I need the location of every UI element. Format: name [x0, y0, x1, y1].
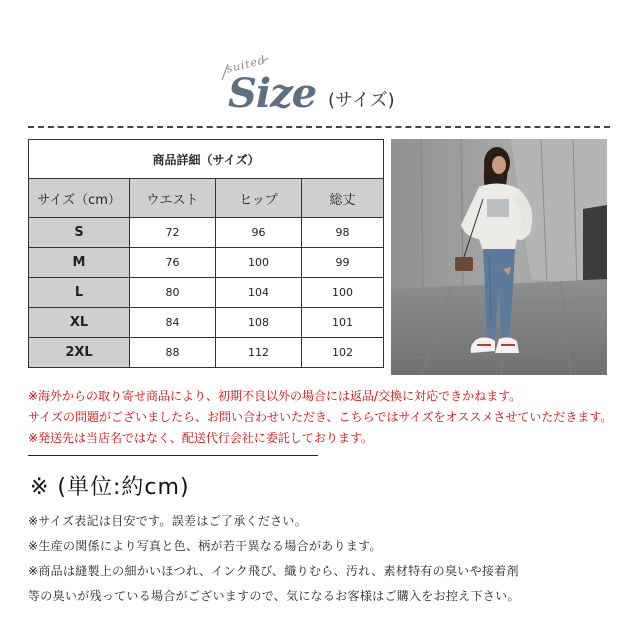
- column-header-length: 総丈: [302, 179, 384, 218]
- table-title: 商品詳細（サイズ）: [29, 140, 384, 179]
- dashed-divider: [28, 126, 610, 128]
- shipping-warnings: [28, 386, 612, 449]
- table-row: [29, 278, 384, 308]
- column-header-waist: ウエスト: [130, 179, 216, 218]
- note-line: 等の臭いが残っている場合がございますので、気になるお客様はご購入をお控え下さい。: [28, 589, 520, 603]
- length-cell: 100: [302, 278, 384, 308]
- size-cell: 2XL: [29, 338, 130, 368]
- size-cell: XL: [29, 308, 130, 338]
- table-row: [29, 338, 384, 368]
- note-line: ※商品は縫製上の細かいほつれ、インク飛び、織りむら、汚れ、素材特有の臭いや接着剤: [28, 564, 519, 578]
- hip-cell: 112: [216, 338, 302, 368]
- note-line: ※サイズ表記は目安です。誤差はご了承ください。: [28, 514, 308, 528]
- warning-line: ※発送先は当店名ではなく、配送代行会社に委託しております。: [28, 431, 373, 445]
- column-header-size: サイズ（cm）: [29, 179, 130, 218]
- note-line: ※生産の関係により写真と色、柄が若干異なる場合があります。: [28, 539, 382, 553]
- waist-cell: 80: [130, 278, 216, 308]
- size-subheading: (サイズ): [328, 90, 395, 111]
- length-cell: 102: [302, 338, 384, 368]
- length-cell: 101: [302, 308, 384, 338]
- script-word: suited: [225, 53, 268, 76]
- waist-cell: 84: [130, 308, 216, 338]
- hip-cell: 96: [216, 218, 302, 248]
- size-cell: M: [29, 248, 130, 278]
- table-row: [29, 218, 384, 248]
- model-photo: [391, 139, 607, 375]
- product-notes: [28, 509, 520, 609]
- size-chart-table: [28, 139, 384, 368]
- column-header-hip: ヒップ: [216, 179, 302, 218]
- table-row: [29, 248, 384, 278]
- size-cell: S: [29, 218, 130, 248]
- warning-line: ※海外からの取り寄せ商品により、初期不良以外の場合には返品/交換に対応できかねます。: [28, 389, 522, 403]
- waist-cell: 72: [130, 218, 216, 248]
- unit-heading: ※ (単位:約cm): [30, 475, 190, 500]
- waist-cell: 88: [130, 338, 216, 368]
- length-cell: 99: [302, 248, 384, 278]
- waist-cell: 76: [130, 248, 216, 278]
- size-cell: L: [29, 278, 130, 308]
- length-cell: 98: [302, 218, 384, 248]
- table-row: [29, 308, 384, 338]
- hip-cell: 108: [216, 308, 302, 338]
- hip-cell: 100: [216, 248, 302, 278]
- hip-cell: 104: [216, 278, 302, 308]
- size-heading: Size: [228, 70, 317, 117]
- warning-line: サイズの問題がございましたら、お問い合わせいただき、こちらではサイズをオススメさせていただきます。: [28, 410, 613, 424]
- section-divider: [28, 455, 318, 456]
